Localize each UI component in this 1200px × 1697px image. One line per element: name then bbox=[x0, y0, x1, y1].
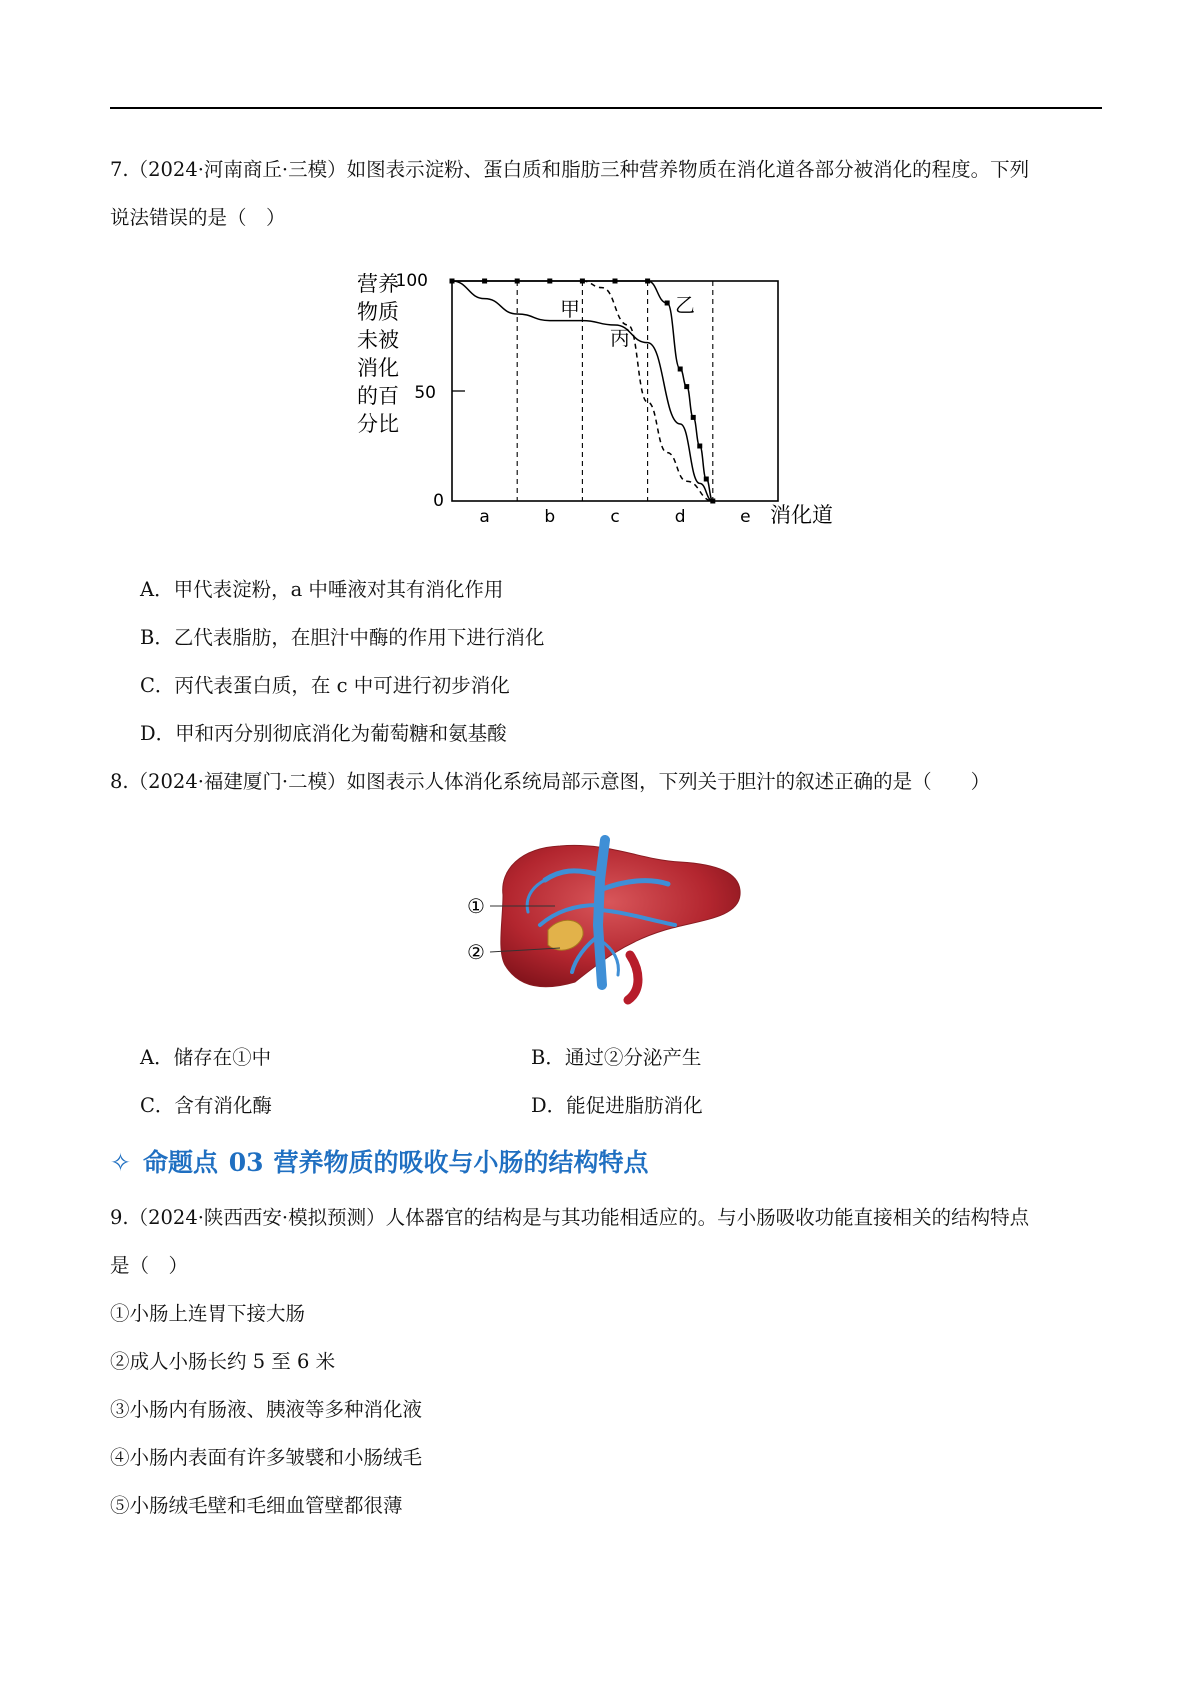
chart-ylabel bbox=[357, 272, 399, 436]
ylabel-line-5: 的百 bbox=[357, 384, 399, 408]
series-point-2-11 bbox=[691, 415, 696, 420]
q8-option-c: C．含有消化酶 bbox=[140, 1094, 272, 1117]
section-heading bbox=[110, 1150, 649, 1175]
q7-option-c: C．丙代表蛋白质，在 c 中可进行初步消化 bbox=[140, 674, 510, 697]
section-number: 03 bbox=[228, 1148, 264, 1177]
header-rule bbox=[110, 107, 1102, 109]
series-point-2-1 bbox=[450, 279, 455, 284]
q9-item-3: ③小肠内有肠液、胰液等多种消化液 bbox=[110, 1398, 423, 1421]
q8-stem: 8.（2024·福建厦门·二模）如图表示人体消化系统局部示意图，下列关于胆汁的叙述正确的是（ ） bbox=[110, 770, 991, 793]
series-point-2-9 bbox=[678, 367, 683, 372]
x-category-a: a bbox=[479, 507, 490, 527]
x-category-d: d bbox=[674, 507, 686, 527]
q7-option-b: B．乙代表脂肪，在胆汁中酶的作用下进行消化 bbox=[140, 626, 545, 649]
plot-frame bbox=[452, 281, 778, 501]
ylabel-line-2: 物质 bbox=[357, 300, 399, 324]
artery-shape bbox=[628, 955, 638, 1000]
ylabel-line-1: 营养 bbox=[357, 272, 399, 296]
liver-illustration bbox=[455, 835, 755, 1015]
q9-stem-line2: 是（ ） bbox=[110, 1254, 189, 1277]
x-axis-label: 消化道 bbox=[770, 503, 833, 527]
series-point-2-2 bbox=[482, 279, 487, 284]
ylabel-line-3: 未被 bbox=[357, 328, 399, 352]
series-label-yi: 乙 bbox=[675, 293, 695, 317]
ylabel-line-4: 消化 bbox=[357, 356, 399, 380]
callout-2: ② bbox=[467, 940, 485, 964]
series-point-2-13 bbox=[704, 477, 709, 482]
series-point-2-8 bbox=[665, 301, 670, 306]
x-category-b: b bbox=[544, 507, 556, 527]
q7-stem-line2: 说法错误的是（ ） bbox=[110, 206, 286, 229]
q9-item-5: ⑤小肠绒毛壁和毛细血管壁都很薄 bbox=[110, 1494, 403, 1517]
x-category-labels bbox=[479, 507, 750, 527]
x-category-e: e bbox=[740, 507, 751, 527]
ytick-50: 50 bbox=[414, 383, 436, 403]
series-point-2-4 bbox=[547, 279, 552, 284]
section-title: 营养物质的吸收与小肠的结构特点 bbox=[273, 1148, 649, 1177]
series-label-jia: 甲 bbox=[560, 297, 580, 321]
q9-item-4: ④小肠内表面有许多皱襞和小肠绒毛 bbox=[110, 1446, 423, 1469]
series-point-2-10 bbox=[684, 384, 689, 389]
callout-1: ① bbox=[467, 894, 485, 918]
q7-option-d: D．甲和丙分别彻底消化为葡萄糖和氨基酸 bbox=[140, 722, 507, 745]
section-prefix: 命题点 bbox=[142, 1148, 218, 1177]
series-point-2-6 bbox=[613, 279, 618, 284]
section-star-icon: ✧ bbox=[110, 1148, 131, 1177]
q9-item-1: ①小肠上连胃下接大肠 bbox=[110, 1302, 306, 1325]
q8-option-d: D．能促进脂肪消化 bbox=[531, 1094, 703, 1117]
series-point-2-7 bbox=[645, 279, 650, 284]
q8-option-a: A．储存在①中 bbox=[140, 1046, 272, 1069]
liver-shape bbox=[501, 845, 740, 986]
q7-stem-line1: 7.（2024·河南商丘·三模）如图表示淀粉、蛋白质和脂肪三种营养物质在消化道各部分被消化的程度。下列 bbox=[110, 158, 1030, 181]
q9-item-2: ②成人小肠长约 5 至 6 米 bbox=[110, 1350, 336, 1373]
q7-option-a: A．甲代表淀粉，a 中唾液对其有消化作用 bbox=[140, 578, 504, 601]
q9-stem-line1: 9.（2024·陕西西安·模拟预测）人体器官的结构是与其功能相适应的。与小肠吸收功能直接相关的结构特点 bbox=[110, 1206, 1030, 1229]
ylabel-line-6: 分比 bbox=[357, 412, 399, 436]
ytick-100: 100 bbox=[395, 271, 428, 291]
series-point-2-12 bbox=[697, 444, 702, 449]
ytick-0: 0 bbox=[433, 491, 444, 511]
q8-option-b: B．通过②分泌产生 bbox=[531, 1046, 702, 1069]
series-label-bing: 丙 bbox=[610, 326, 630, 350]
series-point-2-14 bbox=[710, 499, 715, 504]
digestion-chart bbox=[340, 258, 860, 538]
x-category-c: c bbox=[610, 507, 620, 527]
series-point-2-3 bbox=[515, 279, 520, 284]
